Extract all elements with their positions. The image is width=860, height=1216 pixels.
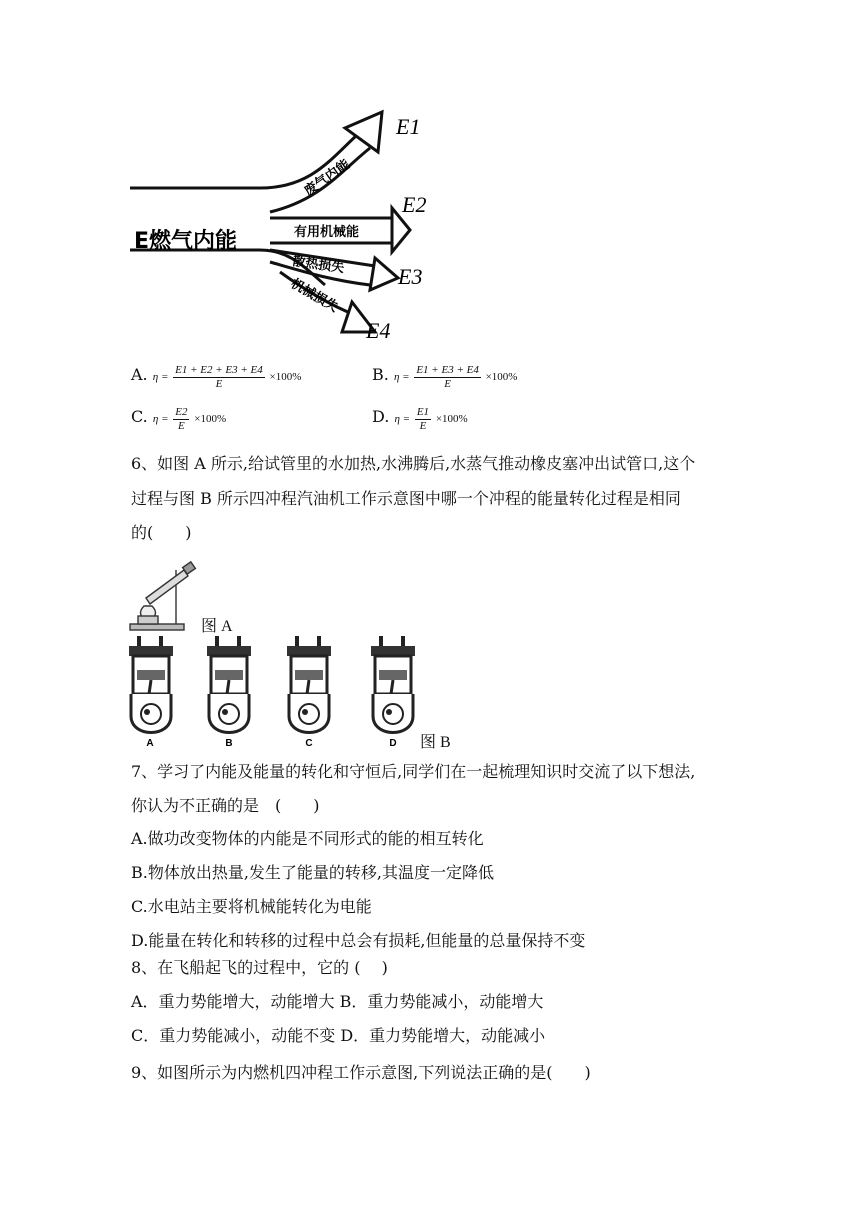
q5-c-denominator: E bbox=[178, 420, 185, 432]
output-label-e2: E2 bbox=[402, 192, 427, 217]
output-label-e1: E1 bbox=[396, 114, 421, 139]
q7-line-2: 你认为不正确的是 ( ) bbox=[131, 796, 320, 815]
q5-c-lhs: η = bbox=[152, 413, 169, 426]
energy-flow-diagram bbox=[120, 100, 440, 350]
output-label-e4: E4 bbox=[366, 318, 391, 343]
q5-c-rhs: ×100% bbox=[194, 413, 227, 426]
engine-c-letter: C bbox=[305, 738, 313, 748]
q5-option-d-formula bbox=[394, 406, 468, 432]
q6-line-3: 的( ) bbox=[131, 523, 192, 542]
flow-e3-text: 散热损失 bbox=[291, 254, 346, 277]
flow-e4-text: 机械损失 bbox=[288, 276, 341, 316]
q5-c-numerator: E2 bbox=[175, 406, 188, 418]
alcohol-lamp bbox=[138, 616, 158, 624]
q5-b-rhs: ×100% bbox=[485, 371, 518, 384]
engine-c-icon bbox=[287, 636, 331, 733]
q8-options-row-1[interactable]: A．重力势能增大，动能增大 B．重力势能减小，动能增大 bbox=[131, 992, 544, 1011]
q5-a-lhs: η = bbox=[152, 371, 169, 384]
q7-option-c[interactable]: C.水电站主要将机械能转化为电能 bbox=[131, 897, 372, 916]
q5-d-numerator: E1 bbox=[416, 406, 430, 418]
figure-a-label: 图 A bbox=[201, 618, 233, 635]
engine-a-letter: A bbox=[146, 738, 154, 748]
engine-b-letter: B bbox=[225, 738, 233, 748]
q5-option-a[interactable] bbox=[131, 364, 301, 391]
e1-arrowhead bbox=[345, 112, 382, 152]
engine-strokes-svg bbox=[125, 636, 425, 748]
q5-a-rhs: ×100% bbox=[269, 371, 302, 384]
q9-stem: 9、如图所示为内燃机四冲程工作示意图,下列说法正确的是( ) bbox=[131, 1063, 591, 1082]
q5-option-d[interactable] bbox=[372, 406, 468, 433]
q7-option-b[interactable]: B.物体放出热量,发生了能量的转移,其温度一定降低 bbox=[131, 863, 495, 882]
q5-a-denominator: E bbox=[215, 378, 223, 390]
engine-a-icon bbox=[129, 636, 173, 733]
q5-b-numerator: E1 + E3 + E4 bbox=[416, 364, 479, 376]
flow-e2-text: 有用机械能 bbox=[294, 225, 360, 240]
q5-b-denominator: E bbox=[444, 378, 451, 390]
flow-e1-text: 废气内能 bbox=[301, 157, 353, 200]
input-energy-label: E燃气内能 bbox=[134, 229, 238, 254]
figure-b-label: 图 B bbox=[420, 734, 451, 751]
q8-stem: 8、在飞船起飞的过程中，它的 ( ) bbox=[131, 958, 388, 977]
q5-option-b-letter: B. bbox=[372, 365, 389, 385]
q5-a-numerator: E1 + E2 + E3 + E4 bbox=[175, 364, 263, 376]
e3-arrowhead bbox=[370, 258, 398, 290]
stand-base bbox=[130, 624, 184, 630]
q5-d-lhs: η = bbox=[394, 413, 411, 426]
q5-option-c-formula bbox=[152, 406, 227, 432]
test-tube bbox=[146, 570, 188, 604]
q8-options-row-2[interactable]: C．重力势能减小，动能不变 D．重力势能增大，动能减小 bbox=[131, 1026, 546, 1045]
q5-b-fraction bbox=[414, 364, 481, 391]
q5-option-c[interactable] bbox=[131, 406, 226, 433]
q5-option-d-letter: D. bbox=[372, 407, 390, 427]
q7-line-1: 7、学习了内能及能量的转化和守恒后,同学们在一起梳理知识时交流了以下想法, bbox=[131, 762, 696, 781]
q6-line-1: 6、如图 A 所示,给试管里的水加热,水沸腾后,水蒸气推动橡皮塞冲出试管口,这个 bbox=[131, 454, 696, 473]
q5-option-a-formula bbox=[152, 364, 302, 390]
test-tube-apparatus-svg bbox=[128, 558, 203, 633]
engine-d-icon bbox=[371, 636, 415, 733]
q6-line-2: 过程与图 B 所示四冲程汽油机工作示意图中哪一个冲程的能量转化过程是相同 bbox=[131, 489, 681, 508]
q7-option-a[interactable]: A.做功改变物体的内能是不同形式的能的相互转化 bbox=[131, 829, 484, 848]
figure-b-engines bbox=[125, 636, 425, 748]
engine-b-icon bbox=[207, 636, 251, 733]
q5-d-denominator: E bbox=[419, 420, 427, 432]
q5-b-lhs: η = bbox=[393, 371, 410, 384]
q5-option-c-letter: C. bbox=[131, 407, 148, 427]
q5-a-fraction bbox=[173, 364, 265, 391]
q5-option-b[interactable] bbox=[372, 364, 517, 391]
q5-c-fraction bbox=[173, 406, 189, 433]
engine-d-letter: D bbox=[389, 738, 397, 748]
q5-option-b-formula bbox=[393, 364, 518, 390]
q7-option-d[interactable]: D.能量在转化和转移的过程中总会有损耗,但能量的总量保持不变 bbox=[131, 931, 586, 950]
q5-d-rhs: ×100% bbox=[435, 413, 468, 426]
q5-option-a-letter: A. bbox=[131, 365, 148, 385]
figure-a-test-tube bbox=[128, 558, 203, 633]
q5-d-fraction bbox=[415, 406, 431, 433]
output-label-e3: E3 bbox=[398, 264, 423, 289]
energy-flow-svg bbox=[120, 100, 440, 350]
